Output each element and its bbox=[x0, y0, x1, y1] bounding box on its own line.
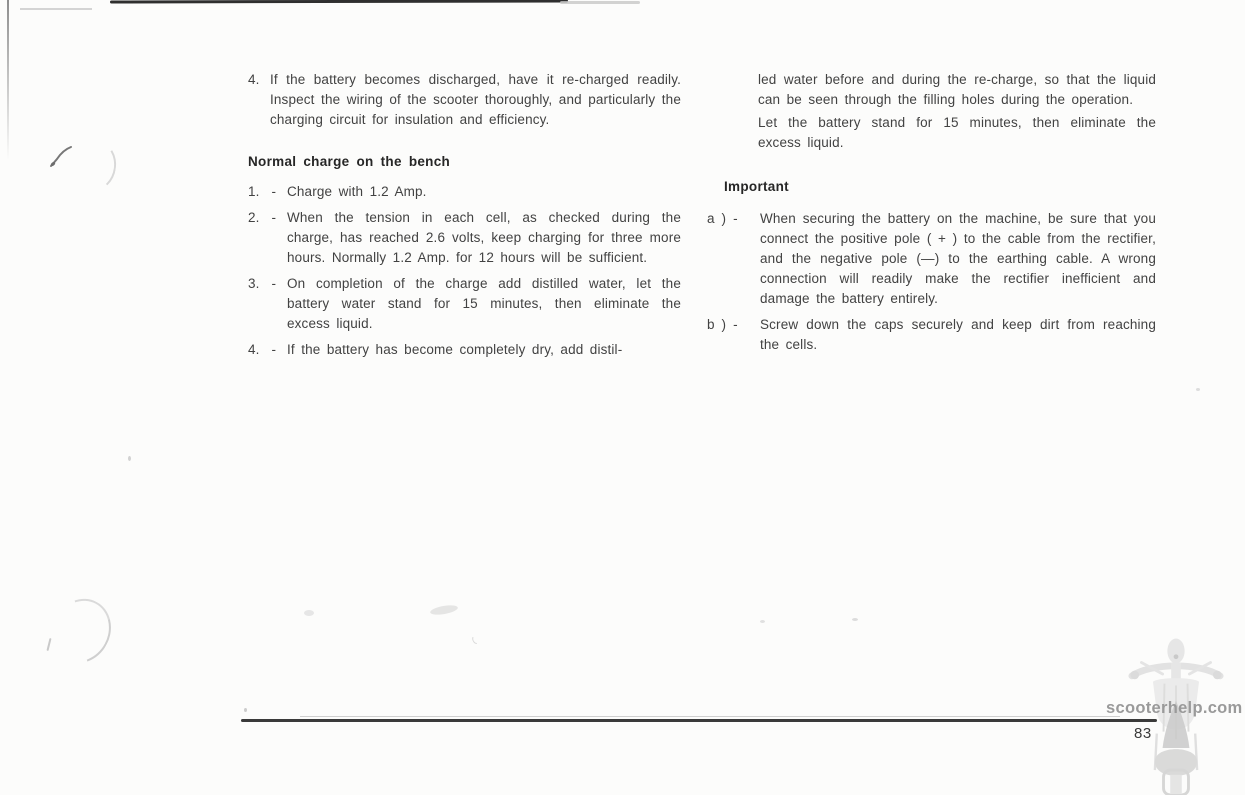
scan-speck bbox=[760, 620, 765, 623]
list-item bbox=[707, 315, 1156, 355]
list-item bbox=[248, 274, 681, 334]
list-item-marker: b ) - bbox=[707, 317, 738, 332]
scan-speck bbox=[244, 708, 247, 712]
list-item-marker: 3. - bbox=[248, 276, 277, 291]
list-item-text: When the tension in each cell, as checked during the charge, has reached 2.6 volts, keep charging for three more hours. Normally 1.2 Amp. for 12 hours will be sufficient. bbox=[287, 210, 681, 265]
right-text-column bbox=[707, 70, 1156, 361]
list-item-text: If the battery becomes discharged, have it re-charged readily. Inspect the wiring of the scooter thoroughly, and particularly the charging circuit for insulation and efficiency. bbox=[270, 72, 681, 127]
scan-top-edge-line-faint bbox=[560, 1, 640, 4]
list-item-text: Screw down the caps securely and keep dirt from reaching the cells. bbox=[760, 317, 1156, 352]
left-text-column bbox=[248, 70, 681, 366]
scan-left-edge-line bbox=[7, 0, 9, 160]
scan-speck bbox=[128, 456, 131, 461]
list-item bbox=[248, 208, 681, 268]
scan-smudge bbox=[430, 604, 459, 617]
section-heading-normal-charge: Normal charge on the bench bbox=[248, 154, 451, 169]
list-item-marker: 2. - bbox=[248, 210, 277, 225]
pencil-circle-mark bbox=[40, 588, 122, 674]
scan-speck bbox=[1196, 388, 1200, 391]
list-item bbox=[248, 182, 681, 202]
list-item-marker: 1. - bbox=[248, 184, 277, 199]
scan-top-edge-line bbox=[110, 0, 568, 3]
footer-rule bbox=[241, 719, 1157, 722]
list-item-marker: a ) - bbox=[707, 211, 738, 226]
scan-speck bbox=[852, 618, 858, 621]
list-item bbox=[248, 70, 681, 130]
list-item-marker: 4. bbox=[248, 72, 260, 87]
scan-top-edge-stub bbox=[20, 8, 92, 10]
pencil-dash-mark bbox=[46, 638, 51, 651]
list-item bbox=[707, 209, 1156, 309]
pencil-arc-mark bbox=[75, 140, 119, 193]
pencil-tick-mark bbox=[48, 142, 74, 177]
list-item-text: If the battery has become completely dry, add distil- bbox=[287, 342, 623, 357]
continuation-paragraph: led water before and during the re-charge, so that the liquid can be seen through the filling holes during the operation. bbox=[758, 72, 1156, 107]
section-heading-important: Important bbox=[724, 179, 789, 194]
list-item bbox=[248, 340, 681, 360]
scan-rule-ghost bbox=[300, 716, 1120, 717]
scan-smudge bbox=[470, 629, 488, 646]
paragraph: Let the battery stand for 15 minutes, then eliminate the excess liquid. bbox=[758, 115, 1156, 150]
scan-smudge bbox=[304, 610, 314, 616]
list-item-marker: 4. - bbox=[248, 342, 277, 357]
list-item-text: On completion of the charge add distilled water, let the battery water stand for 15 minutes, then eliminate the excess liquid. bbox=[287, 276, 681, 331]
watermark-site-label: scooterhelp.com bbox=[1106, 699, 1243, 717]
page-number: 83 bbox=[1134, 725, 1152, 742]
list-item-text: Charge with 1.2 Amp. bbox=[287, 184, 427, 199]
list-item-text: When securing the battery on the machine, be sure that you connect the positive pole ( + ) to the cable from the rectifier, and the negative pole (—) to the earthing cable. A wrong connection will readily make the rectifier inefficient and damage the battery entirely. bbox=[760, 211, 1156, 306]
